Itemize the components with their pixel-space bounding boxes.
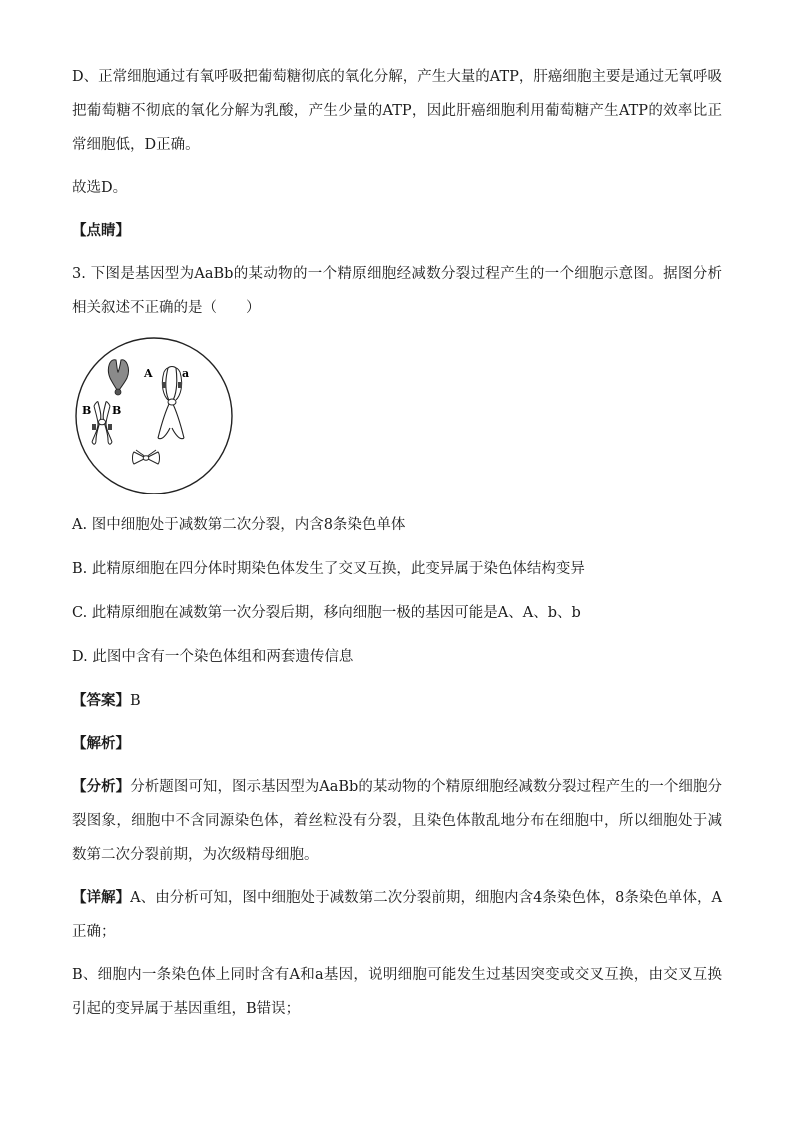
gene-label-small-a: a [182, 367, 190, 380]
analysis-paragraph [72, 770, 722, 872]
cell-diagram-svg [72, 334, 302, 494]
answer-tag: 【答案】 [72, 692, 130, 709]
jiexi-heading: 【解析】 [72, 735, 130, 752]
chromosome-small [133, 450, 160, 464]
question-3: 3. 下图是基因型为AaBb的某动物的一个精原细胞经减数分裂过程产生的一个细胞示意图。据图分析相关叙述不正确的是（ ） [72, 266, 722, 316]
chromosome-bb [92, 402, 112, 445]
answer-line [72, 684, 722, 718]
answer-value: B [130, 693, 141, 709]
dianjing-heading: 【点睛】 [72, 222, 130, 239]
choose-answer: 故选D。 [72, 180, 128, 196]
gene-label-b-left: B [82, 404, 92, 417]
chromosome-aa [158, 367, 184, 439]
option-a: A. 图中细胞处于减数第二次分裂，内含8条染色单体 [72, 517, 406, 533]
chromosome-grey [108, 360, 128, 395]
analysis-tag: 【分析】 [72, 778, 131, 795]
option-b: B. 此精原细胞在四分体时期染色体发生了交叉互换，此变异属于染色体结构变异 [72, 561, 585, 577]
option-d-explanation: D、正常细胞通过有氧呼吸把葡萄糖彻底的氧化分解，产生大量的ATP，肝癌细胞主要是通过无氧呼吸把葡萄糖不彻底的氧化分解为乳酸，产生少量的ATP，因此肝癌细胞利用葡萄糖产生ATP的效率比正常细胞低，D正确。 [72, 69, 722, 153]
detail-paragraph-a [72, 881, 722, 949]
analysis-text: 分析题图可知，图示基因型为AaBb的某动物的个精原细胞经减数分裂过程产生的一个细胞分裂图象，细胞中不含同源染色体，着丝粒没有分裂，且染色体散乱地分布在细胞中，所以细胞处于减数第二次分裂前期，为次级精母细胞。 [72, 779, 722, 863]
document-page [72, 60, 722, 1035]
cell-diagram [72, 334, 302, 494]
detail-paragraph-b: B、细胞内一条染色体上同时含有A和a基因，说明细胞可能发生过基因突变或交叉互换，由交叉互换引起的变异属于基因重组，B错误； [72, 967, 722, 1017]
gene-label-big-a: A [144, 367, 153, 380]
gene-label-b-right: B [112, 404, 122, 417]
detail-text-a: A、由分析可知，图中细胞处于减数第二次分裂前期，细胞内含4条染色体，8条染色单体，A正确； [72, 890, 723, 940]
detail-tag: 【详解】 [72, 889, 131, 906]
options-list [72, 508, 722, 674]
option-c: C. 此精原细胞在减数第一次分裂后期，移向细胞一极的基因可能是A、A、b、b [72, 605, 581, 621]
cell-membrane [76, 338, 232, 494]
option-d: D. 此图中含有一个染色体组和两套遗传信息 [72, 649, 354, 665]
